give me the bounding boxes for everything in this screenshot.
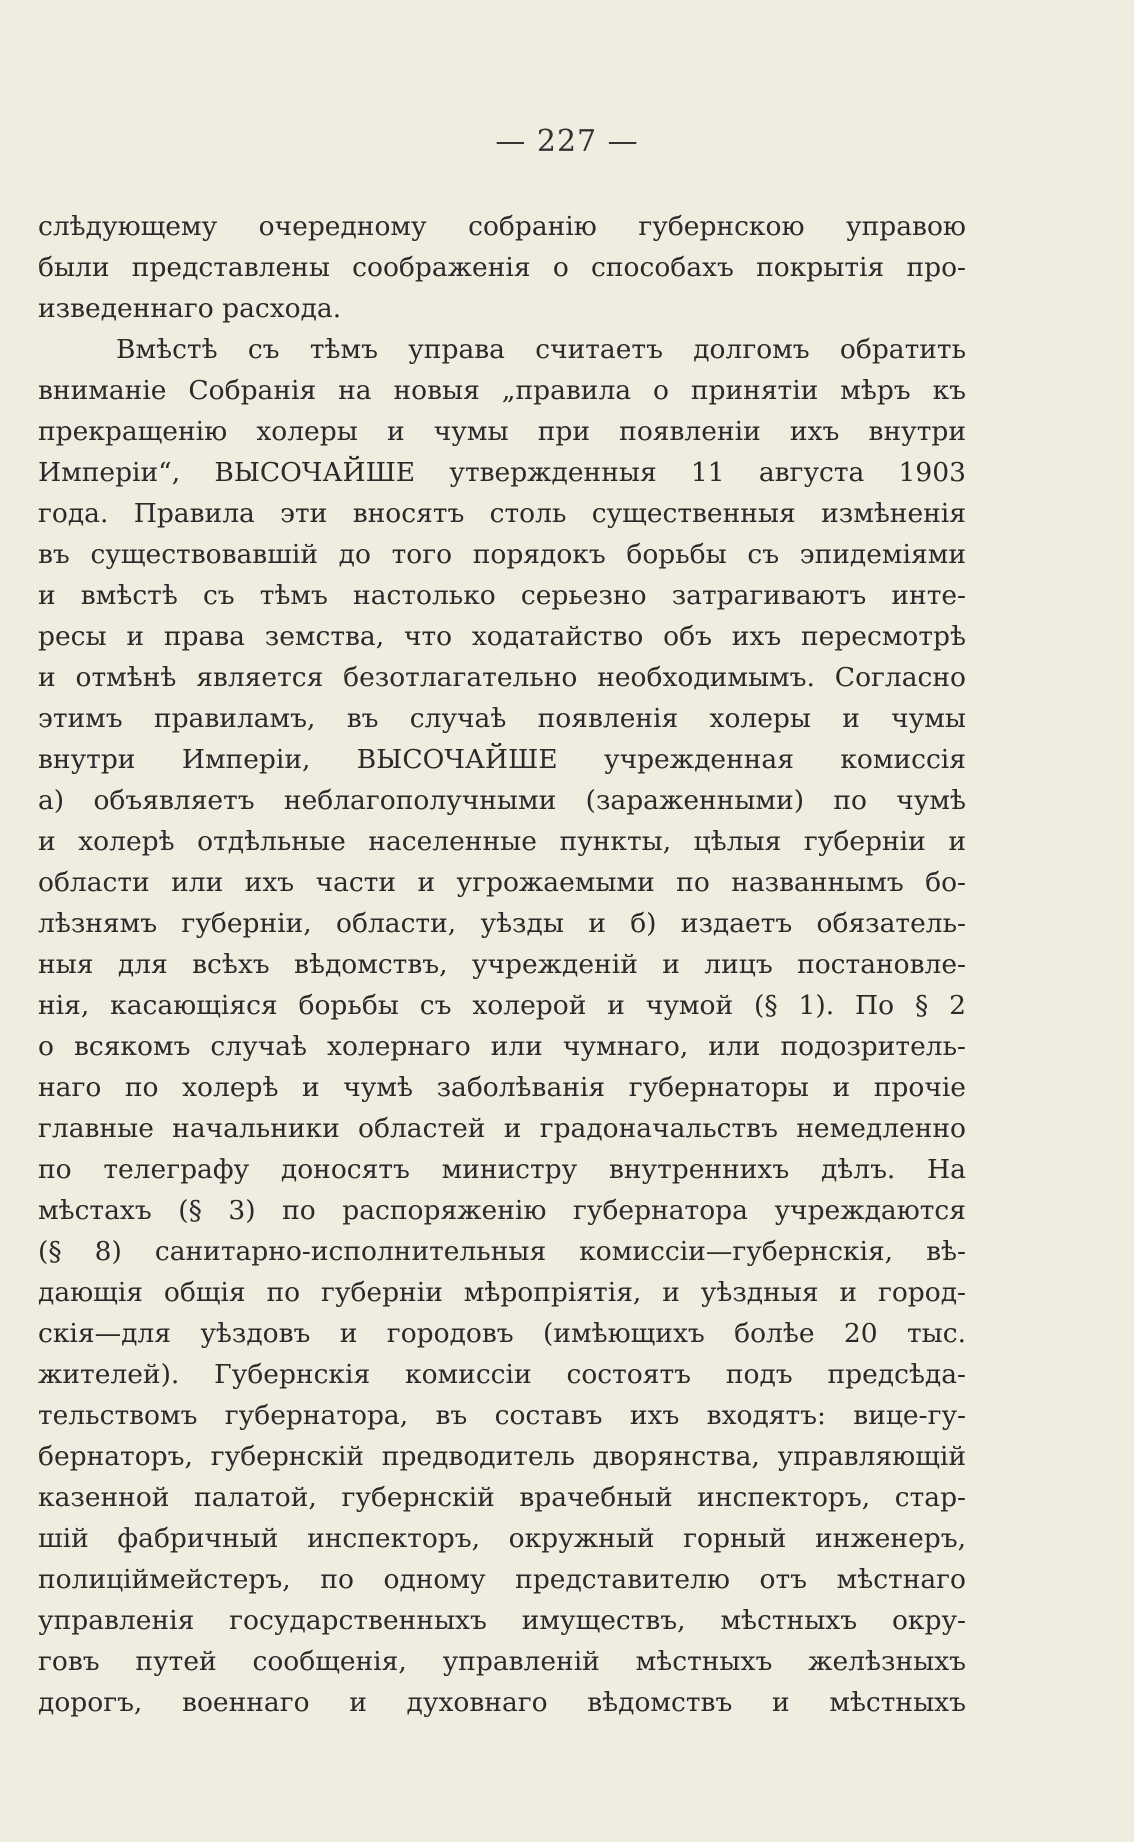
text-line: управленія государственныхъ имуществъ, мѣстныхъ окру- [38, 1605, 966, 1636]
text-line: области или ихъ части и угрожаемыми по названнымъ бо- [38, 867, 966, 898]
text-line: изведеннаго расхода. [38, 293, 342, 324]
text-line: скія—для уѣздовъ и городовъ (имѣющихъ болѣе 20 тыс. [38, 1318, 966, 1349]
text-line: главные начальники областей и градоначальствъ немедленно [38, 1113, 966, 1144]
text-line: по телеграфу доносятъ министру внутреннихъ дѣлъ. На [38, 1154, 966, 1185]
text-line: этимъ правиламъ, въ случаѣ появленія холеры и чумы [38, 703, 966, 734]
text-line: (§ 8) санитарно-исполнительныя комиссіи—губернскія, вѣ- [38, 1236, 966, 1267]
text-line: шій фабричный инспекторъ, окружный горный инженеръ, [38, 1523, 966, 1554]
text-line: ресы и права земства, что ходатайство объ ихъ пересмотрѣ [38, 621, 966, 652]
text-line: были представлены соображенія о способахъ покрытія про- [38, 252, 966, 283]
text-line: нія, касающіяся борьбы съ холерой и чумой (§ 1). По § 2 [38, 990, 966, 1021]
text-line: лѣзнямъ губерніи, области, уѣзды и б) издаетъ обязатель- [38, 908, 966, 939]
text-line: мѣстахъ (§ 3) по распоряженію губернатора учреждаются [38, 1195, 966, 1226]
text-line: Вмѣстѣ съ тѣмъ управа считаетъ долгомъ обратить [116, 334, 966, 365]
text-line: прекращенію холеры и чумы при появленіи ихъ внутри [38, 416, 966, 447]
page-number: — 227 — [495, 124, 639, 159]
text-line: слѣдующему очередному собранію губернскою управою [38, 211, 966, 242]
text-line: полиціймейстеръ, по одному представителю отъ мѣстнаго [38, 1564, 966, 1595]
text-line: Имперіи“, ВЫСОЧАЙШЕ утвержденныя 11 августа 1903 [38, 457, 966, 488]
text-line: дающія общія по губерніи мѣропріятія, и уѣздныя и город- [38, 1277, 966, 1308]
body-text [38, 206, 966, 1723]
text-line: о всякомъ случаѣ холернаго или чумнаго, или подозритель- [38, 1031, 966, 1062]
text-line: и холерѣ отдѣльные населенные пункты, цѣлыя губерніи и [38, 826, 966, 857]
text-line: года. Правила эти вносятъ столь существенныя измѣненія [38, 498, 966, 529]
text-line: внутри Имперіи, ВЫСОЧАЙШЕ учрежденная комиссія [38, 744, 966, 775]
text-line: бернаторъ, губернскій предводитель дворянства, управляющій [38, 1441, 966, 1472]
text-line: наго по холерѣ и чумѣ заболѣванія губернаторы и прочіе [38, 1072, 966, 1103]
text-line: ныя для всѣхъ вѣдомствъ, учрежденій и лицъ постановле- [38, 949, 966, 980]
text-line: дорогъ, военнаго и духовнаго вѣдомствъ и мѣстныхъ [38, 1687, 966, 1718]
text-line: и отмѣнѣ является безотлагательно необходимымъ. Согласно [38, 662, 966, 693]
text-line: казенной палатой, губернскій врачебный инспекторъ, стар- [38, 1482, 966, 1513]
text-line: вниманіе Собранія на новыя „правила о принятіи мѣръ къ [38, 375, 966, 406]
text-line: а) объявляетъ неблагополучными (зараженными) по чумѣ [38, 785, 966, 816]
text-line: въ существовавшій до того порядокъ борьбы съ эпидеміями [38, 539, 966, 570]
text-line: тельствомъ губернатора, въ составъ ихъ входятъ: вице-гу- [38, 1400, 966, 1431]
text-line: и вмѣстѣ съ тѣмъ настолько серьезно затрагиваютъ инте- [38, 580, 966, 611]
text-line: жителей). Губернскія комиссіи состоятъ подъ предсѣда- [38, 1359, 966, 1390]
text-line: говъ путей сообщенія, управленій мѣстныхъ желѣзныхъ [38, 1646, 966, 1677]
